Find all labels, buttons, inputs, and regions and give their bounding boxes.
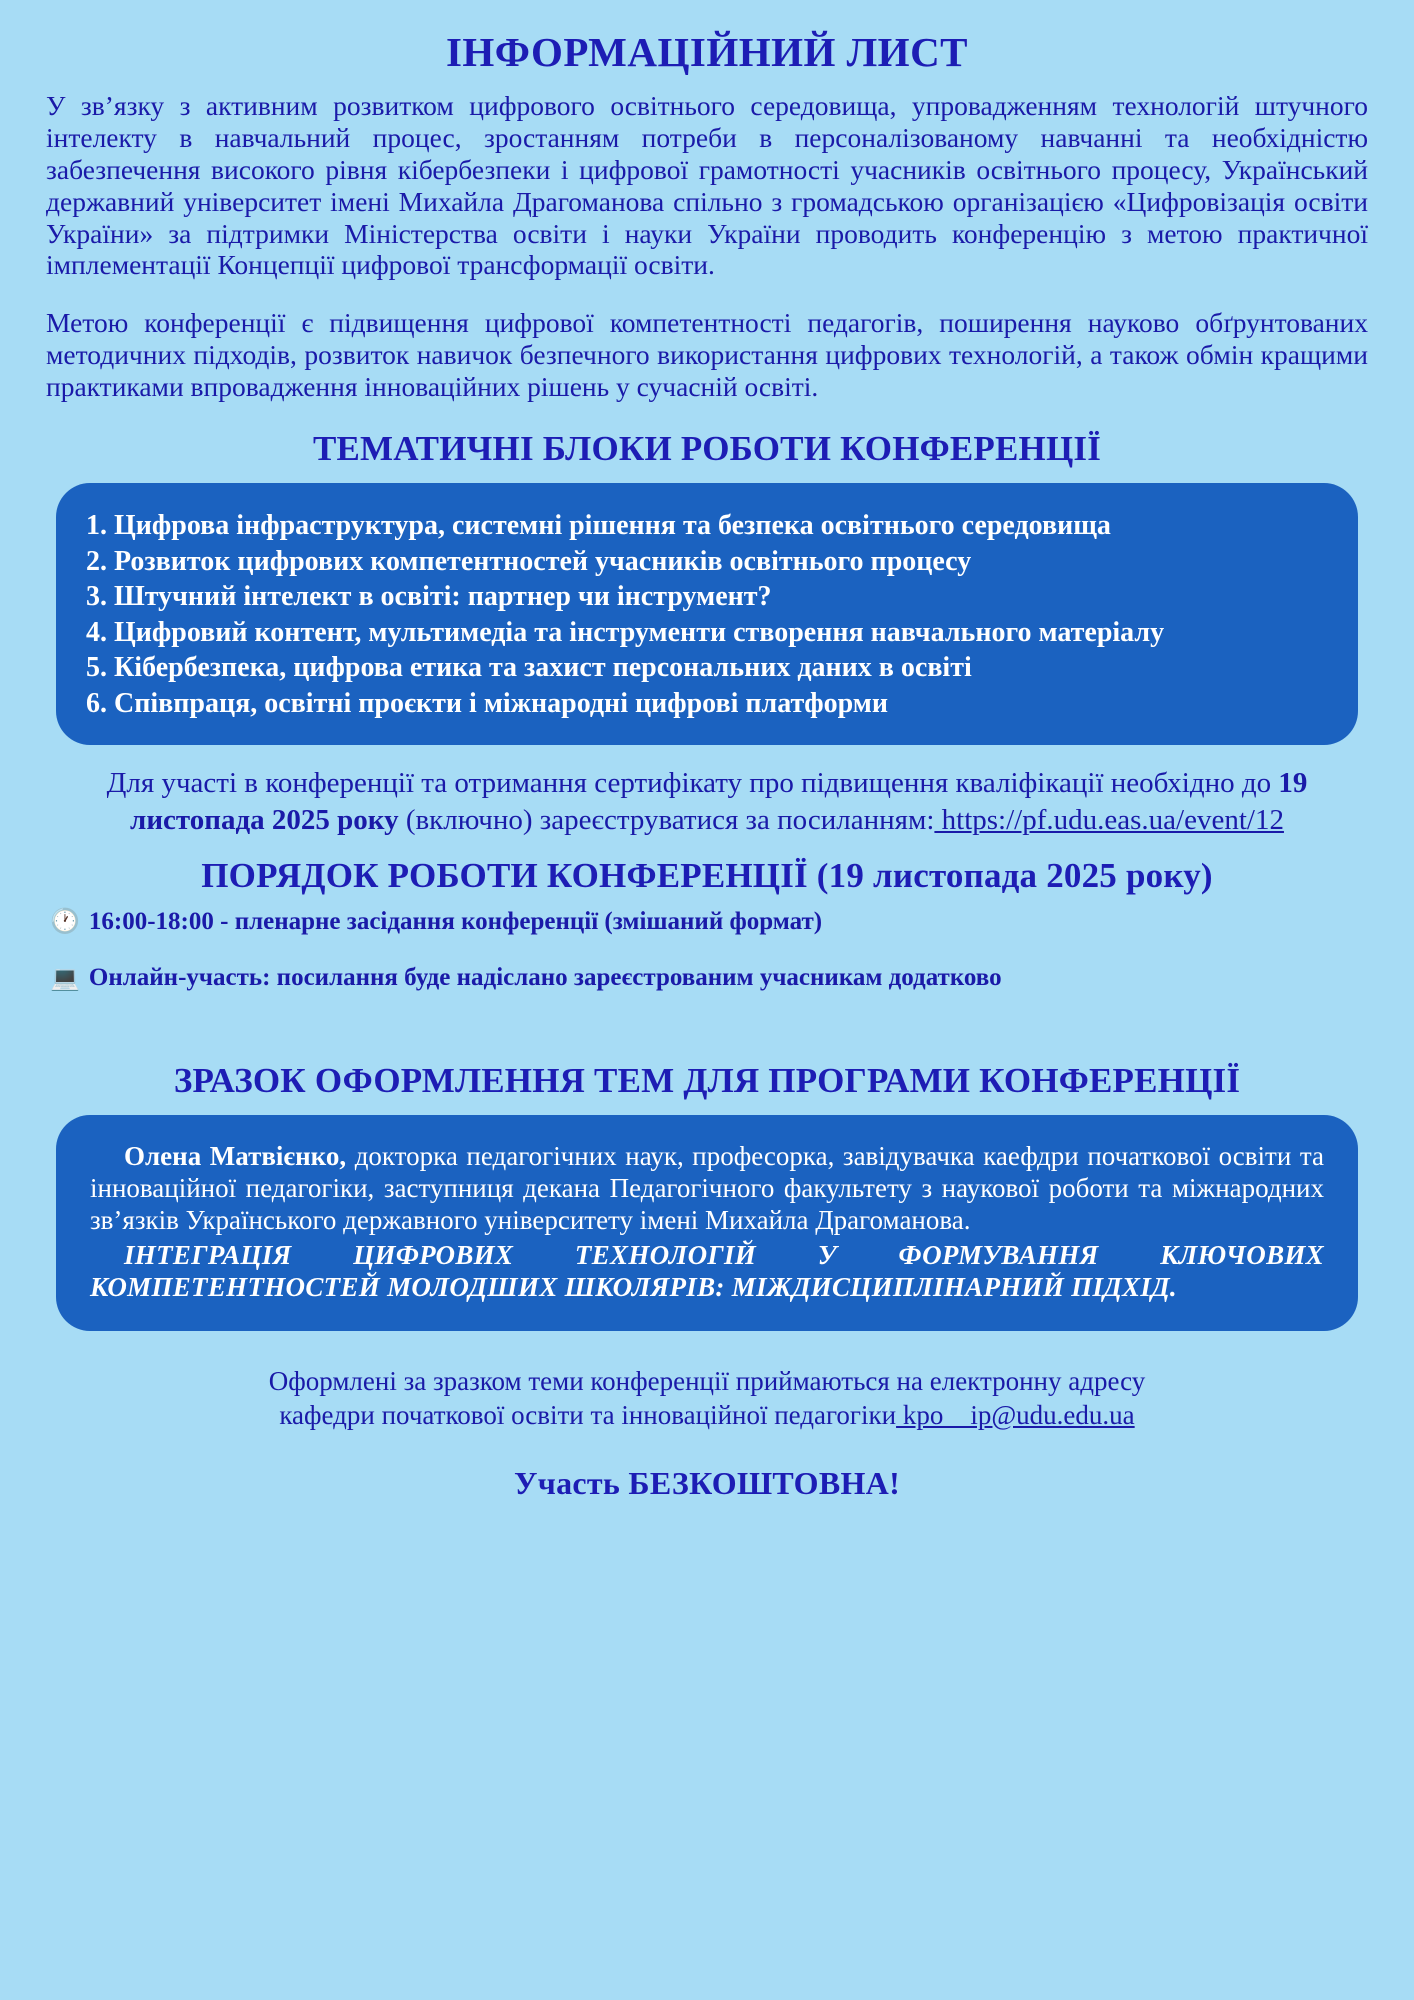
- speaker-presentation-title: ІНТЕГРАЦІЯ ЦИФРОВИХ ТЕХНОЛОГІЙ У ФОРМУВАННЯ КЛЮЧОВИХ КОМПЕТЕНТНОСТЕЙ МОЛОДШИХ ШКОЛЯРІВ: МІЖДИСЦИПЛІНАРНИЙ ПІДХІД.: [90, 1239, 1324, 1302]
- topics-box: [56, 483, 1358, 745]
- topic-item: 5. Кібербезпека, цифрова етика та захист персональних даних в освіті: [86, 652, 972, 684]
- sample-section-heading: ЗРАЗОК ОФОРМЛЕННЯ ТЕМ ДЛЯ ПРОГРАМИ КОНФЕРЕНЦІЇ: [173, 1060, 1241, 1100]
- speaker-description-paragraph: [90, 1141, 1324, 1237]
- speaker-description: докторка педагогічних наук, професорка, завідувачка каефдри початкової освіти та інноваційної педагогіки, заступниця декана Педагогічного факультету з наукової роботи та міжнародних зв’язків Українського державного університету імені Михайла Драгоманова.: [90, 1140, 1324, 1235]
- registration-deadline: 19 листопада 2025 року: [130, 766, 1308, 837]
- topic-item: 6. Співпраця, освітні проєкти і міжнародні цифрові платформи: [86, 687, 888, 719]
- registration-text-before: Для участі в конференції та отримання сертифікату про підвищення кваліфікації необхідно до: [106, 766, 1279, 799]
- spacer: [46, 995, 1368, 1035]
- schedule-line-online: [50, 962, 1368, 995]
- intro-paragraph-2: Метою конференції є підвищення цифрової компетентності педагогів, поширення науково обґрунтованих методичних підходів, розвиток навичок безпечного використання цифрових технологій, а також обмін кращими практиками впровадження інноваційних рішень у сучасній освіті.: [46, 307, 1368, 403]
- contact-email-link[interactable]: kpo__ip@udu.edu.ua: [896, 1400, 1135, 1431]
- schedule-line-online-text: Онлайн-участь: посилання буде надіслано зареєстрованим учасникам додатково: [88, 964, 1002, 992]
- schedule-section-heading: ПОРЯДОК РОБОТИ КОНФЕРЕНЦІЇ (19 листопада 2025 року): [201, 855, 1213, 895]
- topics-section-heading: ТЕМАТИЧНІ БЛОКИ РОБОТИ КОНФЕРЕНЦІЇ: [312, 429, 1102, 469]
- computer-icon: 💻: [50, 965, 80, 992]
- registration-text-after: (включно) зареєструватися за посиланням:: [398, 804, 935, 837]
- submission-note-line-1: Оформлені за зразком теми конференції приймаються на електронну адресу: [268, 1366, 1146, 1397]
- topic-item: 2. Розвиток цифрових компетентностей учасників освітнього процесу: [86, 545, 972, 577]
- speaker-name: Олена Матвієнко,: [124, 1140, 347, 1171]
- clock-icon: 🕐: [50, 909, 80, 936]
- intro-paragraph-1: У зв’язку з активним розвитком цифрового освітнього середовища, упровадженням технологій штучного інтелекту в навчальний процес, зростанням потреби в персоналізованому навчанні та необхідністю забезпечення високого рівня кібербезпеки і цифрової грамотності учасників освітнього процесу, Український державний університет імені Михайла Драгоманова спільно з громадською організацією «Цифровізація освіти України» за підтримки Міністерства освіти і науки України проводить конференцію з метою практичної імплементації Концепції цифрової трансформації освіти.: [46, 90, 1368, 281]
- submission-note-line-2: кафедри початкової освіти та інноваційної педагогіки: [279, 1400, 897, 1431]
- sample-speaker-box: [56, 1115, 1358, 1331]
- topic-item: 1. Цифрова інфраструктура, системні рішення та безпека освітнього середовища: [86, 510, 1111, 542]
- schedule-line-plenary-text: 16:00-18:00 - пленарне засідання конференції (змішаний формат): [88, 907, 823, 935]
- topic-item: 4. Цифровий контент, мультимедіа та інструменти створення навчального матеріалу: [86, 616, 1165, 648]
- page-title: ІНФОРМАЦІЙНИЙ ЛИСТ: [445, 29, 969, 75]
- registration-block: [54, 765, 1360, 840]
- submission-note: [76, 1365, 1338, 1433]
- free-participation-note: Участь БЕЗКОШТОВНА!: [513, 1464, 901, 1501]
- registration-link[interactable]: https://pf.udu.eas.ua/event/12: [934, 804, 1284, 837]
- topic-item: 3. Штучний інтелект в освіті: партнер чи інструмент?: [86, 581, 772, 613]
- schedule-line-plenary: [50, 906, 1368, 939]
